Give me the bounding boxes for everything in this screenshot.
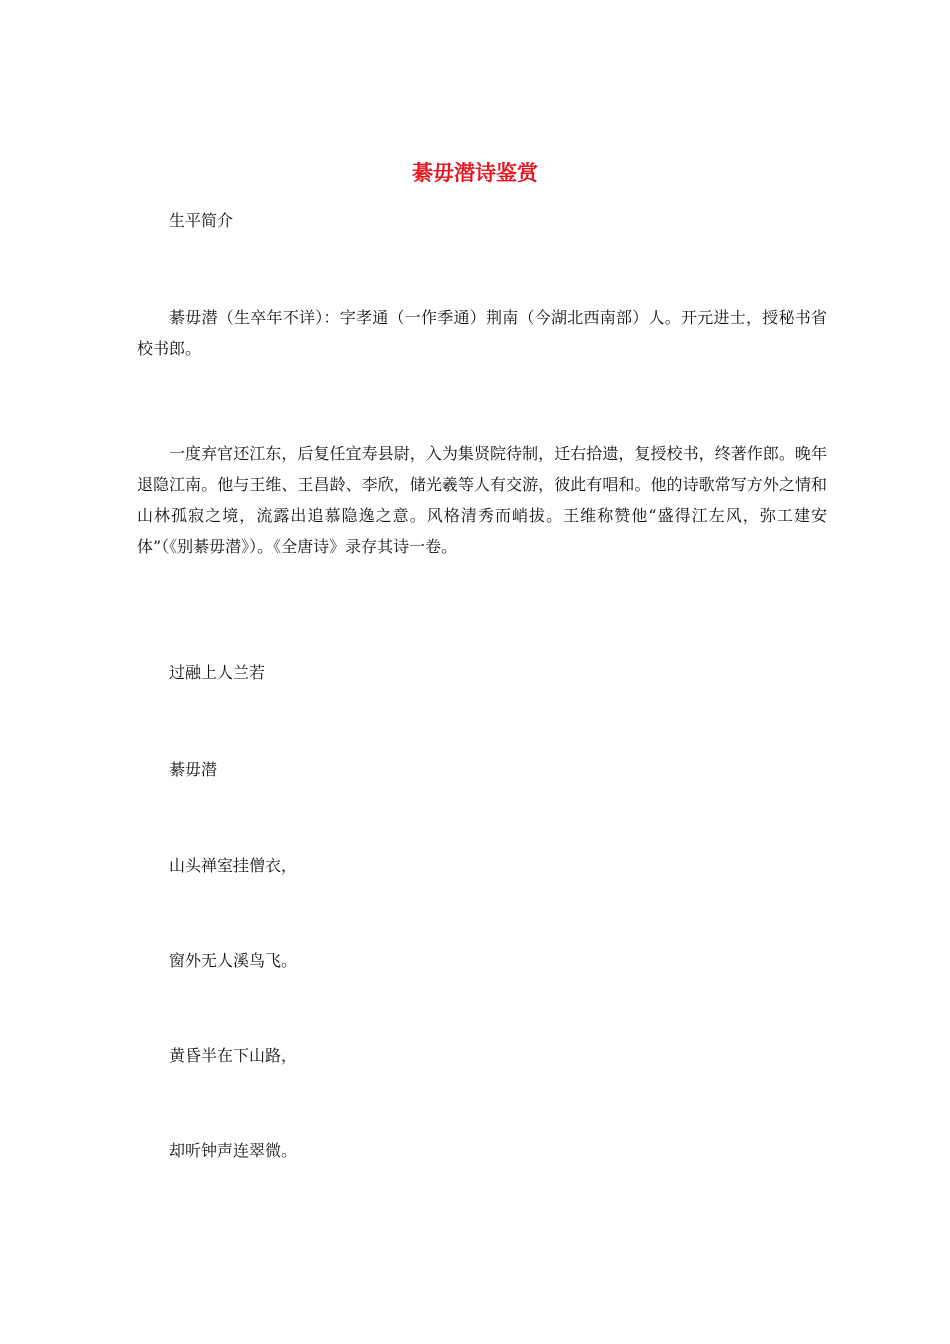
poem-line: 却听钟声连翠微。 — [169, 1141, 298, 1160]
poem-line: 黄昏半在下山路， — [169, 1046, 298, 1065]
bio-paragraph-2: 一度弃官还江东，后复任宜寿县尉，入为集贤院待制，迁右拾遗，复授校书，终著作郎。晚年退隐江南。他与王维、王昌龄、李欣，储光羲等人有交游，彼此有唱和。他的诗歌常写方外之情和山林孤寂之境，流露出追慕隐逸之意。风格清秀而峭拔。王维称赞他“盛得江左风，弥工建安体”（《别綦毋潜》）。《全唐诗》录存其诗一卷。 — [137, 444, 827, 556]
poem-line: 窗外无人溪鸟飞。 — [169, 951, 298, 970]
section-heading: 生平简介 — [169, 211, 234, 230]
poem-author: 綦毋潜 — [169, 760, 218, 779]
document-title: 綦毋潜诗鉴赏 — [412, 160, 538, 185]
bio-paragraph-1: 綦毋潜（生卒年不详）：字孝通（一作季通）荆南（今湖北西南部）人。开元进士，授秘书省校书郎。 — [137, 308, 827, 358]
poem-line: 山头禅室挂僧衣， — [169, 856, 298, 875]
poem-title: 过融上人兰若 — [169, 663, 266, 682]
